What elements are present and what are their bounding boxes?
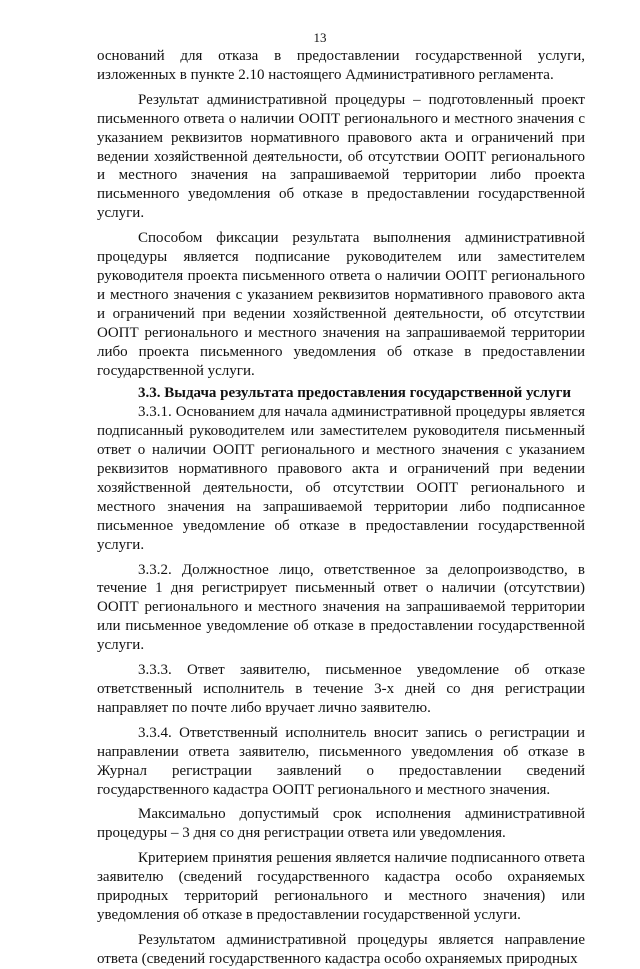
- paragraph-result-fixation: Способом фиксации результата выполнения административной процедуры является подписание руководителем или заместителем руководителя проекта письменного ответа о наличии ООПТ регионального и местного значения с указанием реквизитов нормативного правового акта и ограничений при ведении хозяйственной деятельности, об отсутствии ООПТ регионального и местного значения на запрашиваемой территории либо проекта письменного уведомления об отказе в предоставлении государственной услуги.: [97, 230, 585, 379]
- section-heading-3-3: 3.3. Выдача результата предоставления государственной услуги: [138, 385, 572, 402]
- paragraph-procedure-outcome: Результатом административной процедуры является направление ответа (сведений государственного кадастра особо охраняемых природных: [97, 931, 585, 967]
- paragraph-decision-criterion: Критерием принятия решения является наличие подписанного ответа заявителю (сведений государственного кадастра особо охраняемых природных территорий регионального и местного значения) или уведомления об отказе в предоставлении государственной услуги.: [97, 850, 585, 923]
- paragraph-max-duration: Максимально допустимый срок исполнения административной процедуры – 3 дня со дня регистрации ответа или уведомления.: [97, 806, 585, 842]
- paragraph-3-3-1: 3.3.1. Основанием для начала административной процедуры является подписанный руководителем или заместителем руководителя письменный ответ о наличии ООПТ регионального и местного значения с указанием реквизитов нормативного правового акта и ограничений при ведении хозяйственной деятельности, об отсутствии ООПТ регионального и местного значения на запрашиваемой территории либо подписанное письменное уведомление об отказе в предоставлении государственной услуги.: [97, 404, 585, 553]
- paragraph-3-3-2: 3.3.2. Должностное лицо, ответственное за делопроизводство, в течение 1 дня регистрирует письменный ответ о наличии (отсутствии) ООПТ регионального и местного значения на запрашиваемой территории или письменное уведомление об отказе в предоставлении государственной услуги.: [97, 561, 585, 654]
- paragraph-grounds-continuation: оснований для отказа в предоставлении государственной услуги, изложенных в пункте 2.10 настоящего Административного регламента.: [97, 48, 585, 83]
- paragraph-procedure-result: Результат административной процедуры – подготовленный проект письменного ответа о наличии ООПТ регионального и местного значения с указанием реквизитов нормативного правового акта и ограничений при ведении хозяйственной деятельности, об отсутствии ООПТ регионального и местного значения на запрашиваемой территории либо проекта письменного уведомления об отказе в предоставлении государственной услуги.: [97, 91, 585, 222]
- page-number: 13: [313, 30, 327, 45]
- paragraph-3-3-3: 3.3.3. Ответ заявителю, письменное уведомление об отказе ответственный исполнитель в течение 3-х дней со дня регистрации направляет по почте либо вручает лично заявителю.: [97, 662, 585, 716]
- document-body: [97, 47, 585, 969]
- paragraph-3-3-4: 3.3.4. Ответственный исполнитель вносит запись о регистрации и направлении ответа заявителю, письменного уведомления об отказе в Журнал регистрации заявлений о предоставлении сведений государственного кадастра ООПТ регионального и местного значения.: [97, 724, 585, 798]
